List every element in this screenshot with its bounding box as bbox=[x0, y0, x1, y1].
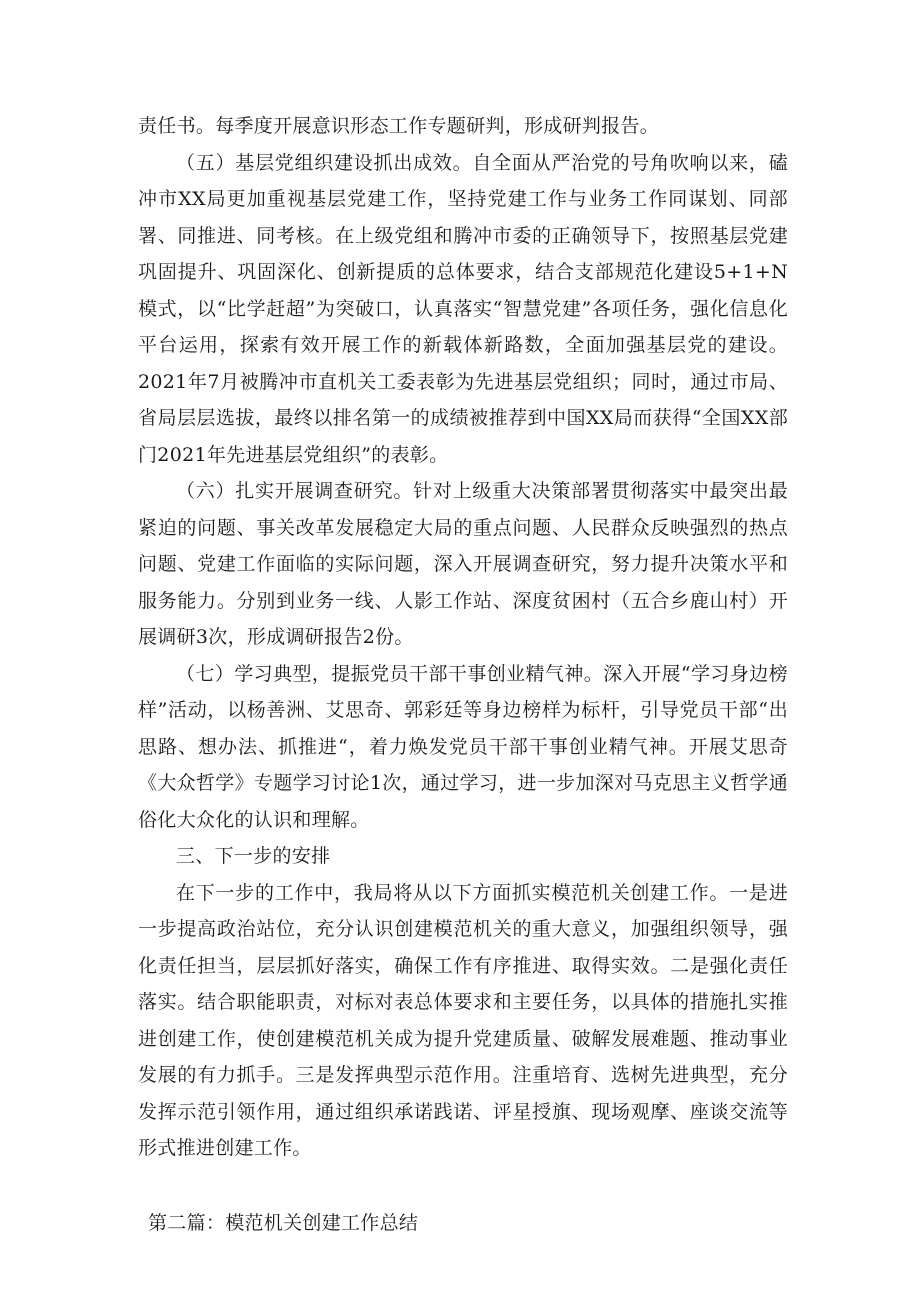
section-heading: 三、下一步的安排 bbox=[176, 845, 331, 867]
paragraph-role-models: （七）学习典型，提振党员干部干事创业精气神。深入开展“学习身边榜样”活动，以杨善洲、艾思奇、郭彩廷等身边榜样为标杆，引导党员干部“出思路、想办法、抓推进“，着力焕发党员干部干事创业精气神。开展艾思奇《大众哲学》专题学习讨论1次，通过学习，进一步加深对马克思主义哲学通俗化大众化的认识和理解。 bbox=[138, 662, 788, 831]
paragraph-research: （六）扎实开展调查研究。针对上级重大决策部署贯彻落实中最突出最紧迫的问题、事关改革发展稳定大局的重点问题、人民群众反映强烈的热点问题、党建工作面临的实际问题，深入开展调查研究，努力提升决策水平和服务能力。分别到业务一线、人影工作站、深度贫困村（五合乡鹿山村）开展调研3次，形成调研报告2份。 bbox=[138, 480, 788, 648]
paragraph-continuation: 责任书。每季度开展意识形态工作专题研判，形成研判报告。 bbox=[138, 115, 660, 137]
paragraph-next-steps: 在下一步的工作中，我局将从以下方面抓实模范机关创建工作。一是进一步提高政治站位，充分认识创建模范机关的重大意义，加强组织领导，强化责任担当，层层抓好落实，确保工作有序推进、取得实效。二是强化责任落实。结合职能职责，对标对表总体要求和主要任务，以具体的措施扎实推进创建工作，使创建模范机关成为提升党建质量、破解发展难题、推动事业发展的有力抓手。三是发挥典型示范作用。注重培育、选树先进典型，充分发挥示范引领作用，通过组织承诺践诺、评星授旗、现场观摩、座谈交流等形式推进创建工作。 bbox=[138, 881, 788, 1159]
spacer bbox=[138, 1167, 788, 1205]
paragraph-party-organization: （五）基层党组织建设抓出成效。自全面从严治党的号角吹响以来，磕冲市XX局更加重视基层党建工作，坚持党建工作与业务工作同谋划、同部署、同推进、同考核。在上级党组和腾冲市委的正确领导下，按照基层党建巩固提升、巩固深化、创新提质的总体要求，结合支部规范化建设5+1+N模式，以“比学赶超”为突破口，认真落实“智慧党建”各项任务，强化信息化平台运用，探索有效开展工作的新载体新路数，全面加强基层党的建设。2021年7月被腾冲市直机关工委表彰为先进基层党组织；同时，通过市局、省局层层选拔，最终以排名第一的成绩被推荐到中国XX局而获得“全国XX部门2021年先进基层党组织”的表彰。 bbox=[138, 151, 788, 466]
next-article-title: 第二篇：模范机关创建工作总结 bbox=[148, 1211, 419, 1234]
document-body bbox=[138, 108, 788, 1241]
